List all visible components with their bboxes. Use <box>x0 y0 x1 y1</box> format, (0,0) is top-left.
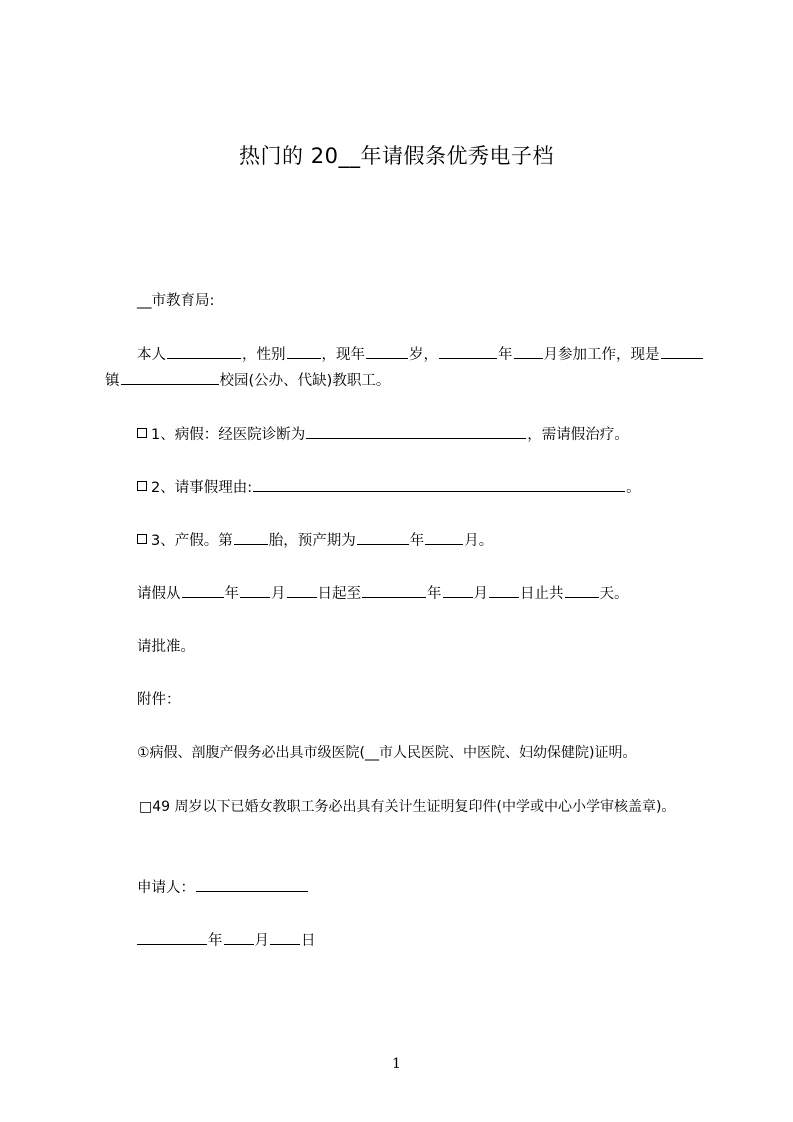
period-text: 月 <box>473 586 488 602</box>
to-day-blank <box>489 583 519 598</box>
intro-text: 年 <box>498 347 513 363</box>
personal-leave-text: 。 <box>626 480 641 496</box>
from-year-blank <box>182 583 224 598</box>
request-approval: 请批准。 <box>137 639 195 655</box>
applicant-label: 申请人： <box>137 880 195 896</box>
to-month-blank <box>443 583 473 598</box>
personal-leave-option <box>137 475 641 501</box>
checkbox-icon[interactable] <box>137 534 147 544</box>
period-text: 天。 <box>599 586 629 602</box>
from-day-blank <box>287 583 317 598</box>
period-text: 日起至 <box>317 586 361 602</box>
checkbox-icon[interactable] <box>137 428 147 438</box>
work-month-blank <box>514 344 543 359</box>
intro-text: 校园(公办、代缺)教职工。 <box>219 373 391 389</box>
date-text: 月 <box>254 933 269 949</box>
maternity-leave-text: 年 <box>409 533 425 549</box>
sick-leave-text: 1、病假：经医院诊断为 <box>151 427 306 443</box>
from-month-blank <box>240 583 270 598</box>
town-blank <box>661 344 703 359</box>
work-year-blank <box>439 344 497 359</box>
personal-leave-text: 2、请事假理由: <box>151 480 253 496</box>
date-line <box>137 928 316 954</box>
period-text: 日止共 <box>520 586 564 602</box>
applicant-blank <box>196 877 308 892</box>
maternity-leave-text: 月。 <box>464 533 494 549</box>
diagnosis-blank <box>306 424 526 439</box>
reason-blank <box>253 477 625 492</box>
intro-paragraph <box>105 342 705 394</box>
intro-text: ，现年 <box>321 347 365 363</box>
maternity-leave-text: 3、产假。第 <box>151 533 233 549</box>
attachment-item-1: ①病假、剖腹产假务必出具市级医院(__市人民医院、中医院、妇幼保健院)证明。 <box>137 745 637 761</box>
sick-leave-text: ，需请假治疗。 <box>527 427 629 443</box>
total-days-blank <box>565 583 599 598</box>
intro-text: ，性别 <box>242 347 286 363</box>
maternity-leave-option <box>137 528 493 554</box>
checkbox-icon[interactable] <box>137 481 147 491</box>
attachment-label: 附件： <box>137 692 181 708</box>
page-number: 1 <box>392 1056 401 1072</box>
attachment-item-2: □49 周岁以下已婚女教职工务必出具有关计生证明复印件(中学或中心小学审核盖章)。 <box>139 799 676 815</box>
period-text: 年 <box>427 586 442 602</box>
intro-text: 岁， <box>409 347 438 363</box>
document-title: 热门的 20__年请假条优秀电子档 <box>239 144 554 168</box>
name-blank <box>167 344 241 359</box>
intro-text: 月参加工作，现是 <box>543 347 660 363</box>
sign-year-blank <box>137 930 207 945</box>
sign-month-blank <box>224 930 254 945</box>
sign-day-blank <box>270 930 300 945</box>
date-text: 日 <box>301 933 316 949</box>
period-text: 请假从 <box>137 586 181 602</box>
due-month-blank <box>425 530 463 545</box>
gender-blank <box>287 344 321 359</box>
sick-leave-option <box>137 422 629 448</box>
to-year-blank <box>362 583 426 598</box>
period-text: 年 <box>224 586 239 602</box>
intro-text: 本人 <box>137 347 166 363</box>
intro-text: 镇 <box>105 373 120 389</box>
addressee: __市教育局: <box>137 293 215 309</box>
period-text: 月 <box>271 586 286 602</box>
due-year-blank <box>357 530 409 545</box>
maternity-leave-text: 胎，预产期为 <box>268 533 356 549</box>
school-blank <box>121 370 219 385</box>
applicant-line <box>137 875 309 901</box>
birth-order-blank <box>234 530 268 545</box>
leave-period <box>137 581 629 607</box>
date-text: 年 <box>208 933 223 949</box>
age-blank <box>366 344 408 359</box>
